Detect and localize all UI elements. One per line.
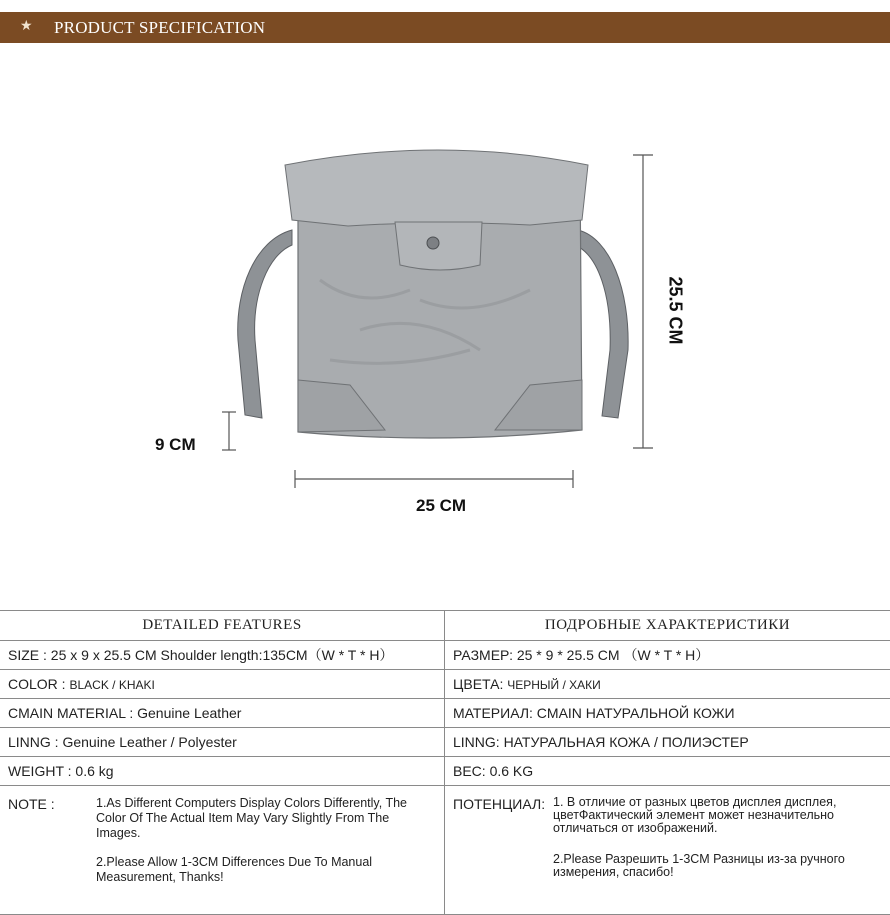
lining-cell-ru: LINNG: НАТУРАЛЬНАЯ КОЖА / ПОЛИЭСТЕР xyxy=(445,728,890,757)
width-dimension-label: 25 CM xyxy=(416,496,467,515)
right-header: ПОДРОБНЫЕ ХАРАКТЕРИСТИКИ xyxy=(445,611,890,641)
note-row xyxy=(0,786,890,915)
color-value-ru: ЧЕРНЫЙ / ХАКИ xyxy=(507,678,601,692)
note-item-2-ru: 2.Please Разрешить 1-3CM Разницы из-за ручного измерения, спасибо! xyxy=(553,852,845,879)
size-cell-ru: РАЗМЕР: 25 * 9 * 25.5 CM （W * T * H） xyxy=(445,641,890,670)
color-label: COLOR : xyxy=(8,676,70,692)
color-value: BLACK / KHAKI xyxy=(69,678,155,692)
banner-title: PRODUCT SPECIFICATION xyxy=(54,18,266,37)
note-label-ru: ПОТЕНЦИАЛ: xyxy=(453,796,546,812)
weight-cell-ru: ВЕС: 0.6 KG xyxy=(445,757,890,786)
specification-table xyxy=(0,610,890,915)
table-row xyxy=(0,641,890,670)
note-item-1-ru: 1. В отличие от разных цветов дисплея дисплея, цветФактический элемент может незначительно отличаться от изображений. xyxy=(553,795,837,835)
weight-cell: WEIGHT : 0.6 kg xyxy=(0,757,445,786)
table-row xyxy=(0,670,890,699)
star-icon: ★ xyxy=(20,17,33,33)
note-item-2: 2.Please Allow 1-3CM Differences Due To Manual Measurement, Thanks! xyxy=(96,855,373,884)
size-cell: SIZE : 25 x 9 x 25.5 CM Shoulder length:135CM（W * T * H） xyxy=(0,641,445,670)
note-cell xyxy=(0,786,445,915)
color-label-ru: ЦВЕТА: xyxy=(453,676,508,692)
section-banner xyxy=(0,12,890,43)
table-row xyxy=(0,699,890,728)
note-body xyxy=(96,796,421,899)
color-cell xyxy=(0,670,445,699)
note-body-ru xyxy=(553,796,873,897)
height-dimension-label: 25.5 CM xyxy=(665,276,686,345)
table-row xyxy=(0,757,890,786)
note-cell-ru xyxy=(445,786,890,915)
left-header: DETAILED FEATURES xyxy=(0,611,445,641)
bag-illustration xyxy=(0,50,890,610)
table-header-row xyxy=(0,611,890,641)
note-label: NOTE : xyxy=(8,796,55,812)
depth-dimension-label: 9 CM xyxy=(155,435,196,454)
note-item-1: 1.As Different Computers Display Colors Differently, The Color Of The Actual Item May Vary Slightly From The Images. xyxy=(96,796,408,840)
lining-cell: LINNG : Genuine Leather / Polyester xyxy=(0,728,445,757)
material-cell: CMAIN MATERIAL : Genuine Leather xyxy=(0,699,445,728)
color-cell-ru xyxy=(445,670,890,699)
table-row xyxy=(0,728,890,757)
material-cell-ru: МАТЕРИАЛ: CMAIN НАТУРАЛЬНОЙ КОЖИ xyxy=(445,699,890,728)
